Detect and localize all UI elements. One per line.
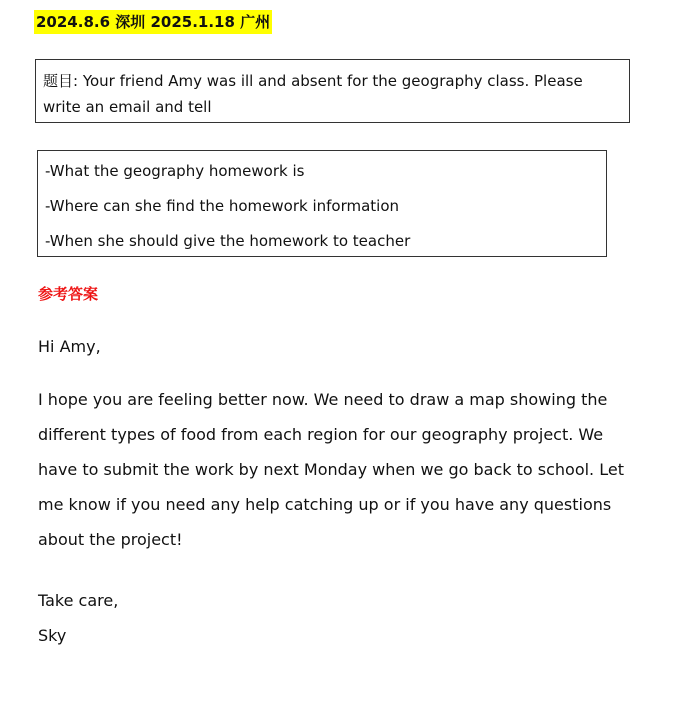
requirement-item: -Where can she find the homework information bbox=[45, 197, 400, 215]
email-closing: Take care, bbox=[38, 591, 119, 610]
email-body-line: I hope you are feeling better now. We need to draw a map showing the bbox=[38, 390, 608, 409]
email-body-line: me know if you need any help catching up or if you have any questions bbox=[38, 495, 612, 514]
date-location-tag: 2024.8.6 深圳 2025.1.18 广州 bbox=[34, 10, 272, 34]
requirements-box bbox=[37, 150, 607, 257]
requirement-item: -When she should give the homework to teacher bbox=[45, 232, 411, 250]
email-body-line: different types of food from each region for our geography project. We bbox=[38, 425, 604, 444]
email-body bbox=[38, 382, 628, 557]
email-greeting: Hi Amy, bbox=[38, 337, 101, 356]
requirement-item: -What the geography homework is bbox=[45, 162, 305, 180]
email-body-line: have to submit the work by next Monday when we go back to school. Let bbox=[38, 460, 624, 479]
email-body-line: about the project! bbox=[38, 530, 183, 549]
email-signature: Sky bbox=[38, 626, 67, 645]
answer-heading: 参考答案 bbox=[38, 285, 99, 303]
prompt-text: 题目: Your friend Amy was ill and absent for the geography class. Please write an email and tell bbox=[43, 72, 583, 116]
prompt-box bbox=[35, 59, 630, 123]
